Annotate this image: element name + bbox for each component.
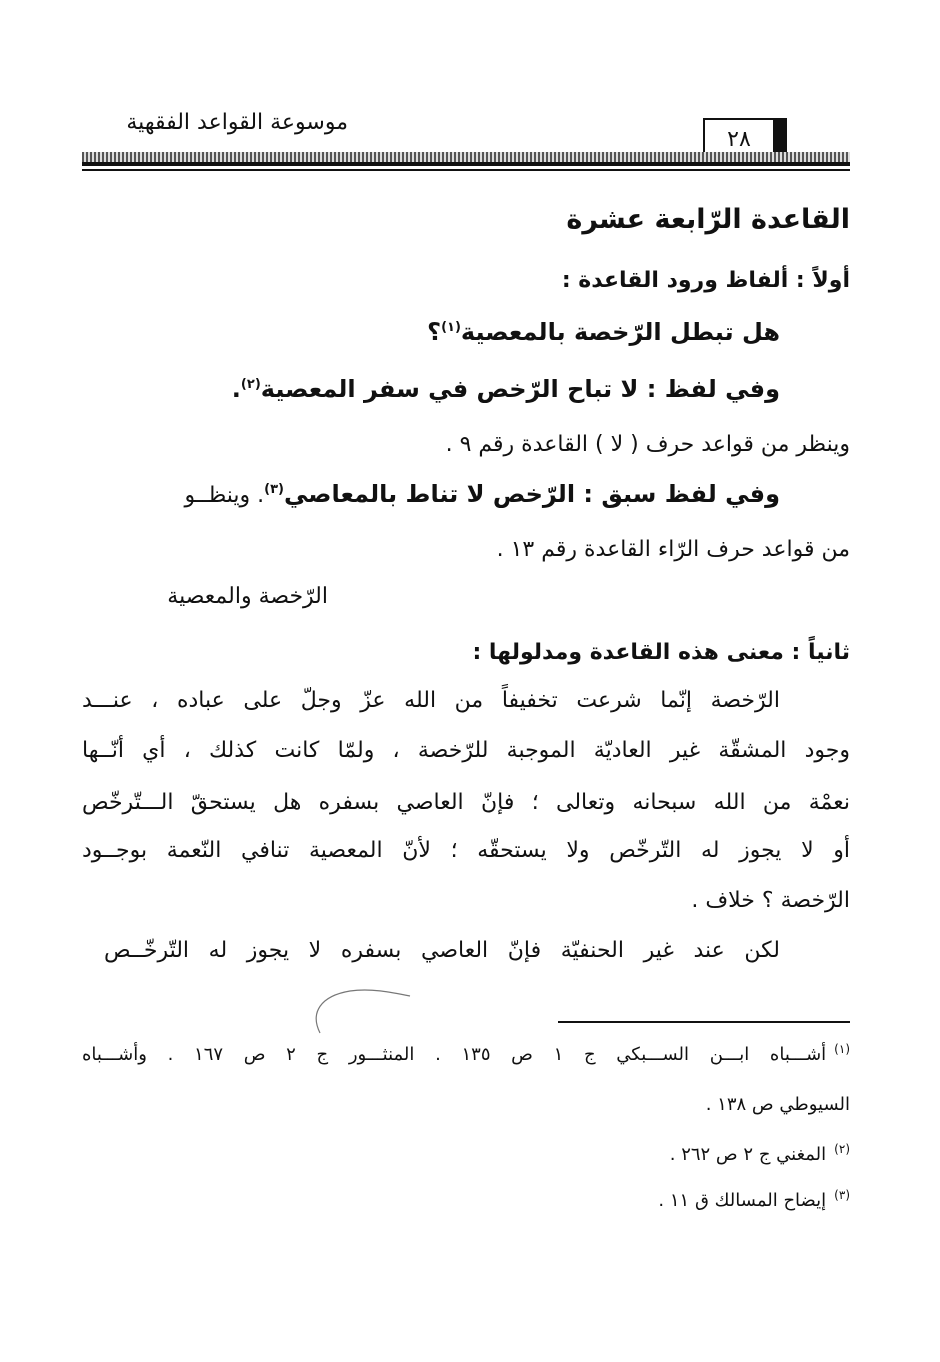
header-rule-thin (82, 169, 850, 171)
section1-heading: أولاً : ألفاظ ورود القاعدة : (561, 268, 850, 293)
paragraph1-line-3: نعمْة من الله سبحانه وتعالى ؛ فإنّ العاصي بسفره هل يستحقّ الـــتّرخّص (82, 790, 850, 815)
lafz2-line (184, 480, 850, 508)
paragraph1-line-2: وجود المشقّة غير العاديّة الموجبة للرّخصة ، ولمّا كانت كذلك ، أي أنّــها (82, 738, 850, 763)
lafz1-text: لا تباح الرّخص في سفر المعصية (260, 375, 639, 403)
paragraph1-line-1: الرّخصة إنّما شرعت تخفيفاً من الله عزّ وجلّ على عباده ، عنـــد (82, 688, 780, 713)
footnote-ref-2: (٢) (240, 377, 261, 392)
lafz2-prefix: وفي لفظ سبق : (583, 480, 780, 508)
section2-heading: ثانياً : معنى هذه القاعدة ومدلولها : (472, 640, 850, 665)
page-number: ٢٨ (703, 118, 775, 162)
footnote-3-text: إيضاح المسالك ق ١١ . (658, 1190, 827, 1211)
footnote-3-number: (٣) (834, 1188, 850, 1202)
scan-smudge (310, 988, 420, 1038)
see-also-2: من قواعد حرف الرّاء القاعدة رقم ١٣ . (496, 537, 850, 562)
header-rule-thick (82, 162, 850, 166)
see-also-1: وينظر من قواعد حرف ( لا ) القاعدة رقم ٩ . (445, 432, 850, 457)
lafz2-tail: . وينظــو (184, 483, 265, 508)
footnote-ref-3: (٣) (264, 482, 284, 497)
footnote-1-line-2: السيوطي ص ١٣٨ . (705, 1094, 850, 1115)
lafz1-line: وفي لفظ : لا تباح الرّخص في سفر المعصية$^{(٢)}$. (231, 375, 780, 403)
footnote-1-number: (١) (834, 1042, 850, 1056)
footnote-2 (670, 1142, 850, 1165)
running-header-title: موسوعة القواعد الفقهية (126, 110, 348, 135)
lafz2-text: الرّخص لا تناط بالمعاصي (284, 480, 576, 508)
footnote-1-line-1 (82, 1042, 850, 1065)
question-line (427, 318, 780, 346)
footnote-ref-1: (١) (441, 320, 461, 335)
footnote-3 (658, 1188, 850, 1211)
paragraph1-line-4: أو لا يجوز له التّرخّص ولا يستحقّه ؛ لأنّ المعصية تنافي النّعمة بوجــود (82, 838, 850, 863)
paragraph1-line-5: الرّخصة ؟ خلاف . (691, 888, 850, 913)
footnote-2-number: (٢) (834, 1142, 850, 1156)
footnote-2-text: المغني ج ٢ ص ٢٦٢ . (669, 1144, 827, 1165)
question-mark: ؟ (427, 318, 442, 346)
question-text: هل تبطل الرّخصة بالمعصية (460, 318, 780, 346)
footnote-separator (558, 1021, 850, 1023)
rule-title: القاعدة الرّابعة عشرة (566, 204, 850, 235)
lafz1-prefix: وفي لفظ : (646, 375, 780, 403)
related-rule: الرّخصة والمعصية (167, 584, 328, 609)
footnote-1-text: أشـــباه ابـــن الســـبكي ج ١ ص ١٣٥ . المنثـــور ج ٢ ص ١٦٧ . وأشـــباه (82, 1044, 827, 1065)
header-rule-hatched (82, 152, 850, 162)
paragraph2-line: لكن عند غير الحنفيّة فإنّ العاصي بسفره لا يجوز له التّرخّــص (104, 938, 780, 963)
